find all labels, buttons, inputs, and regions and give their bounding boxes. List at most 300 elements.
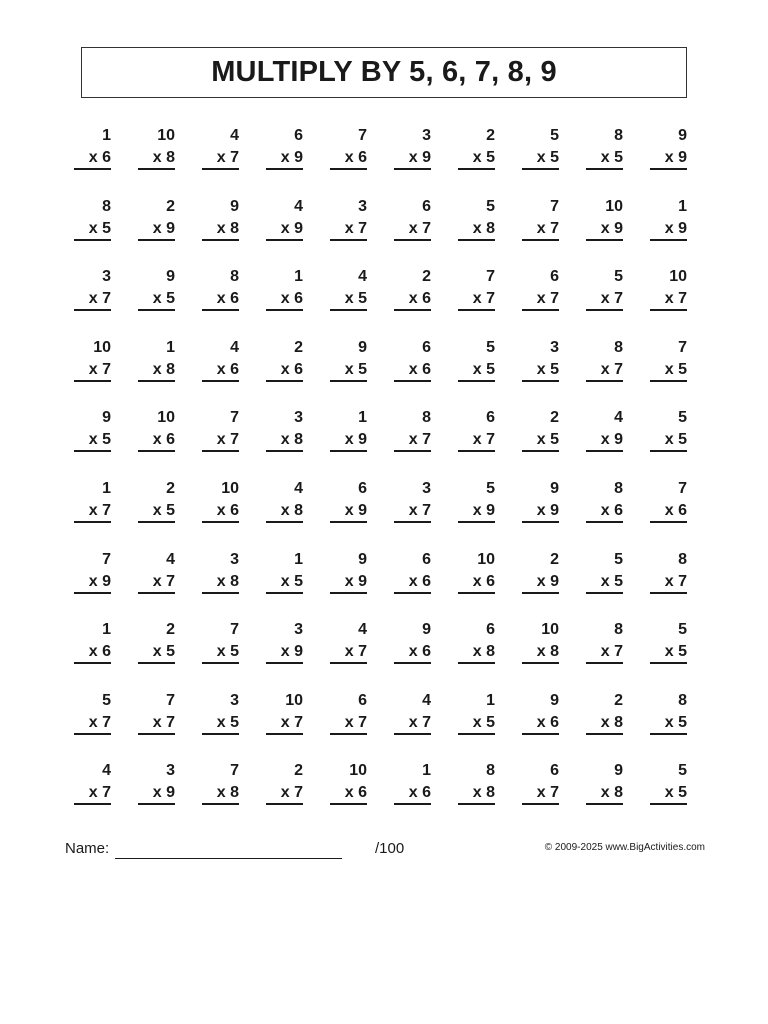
problem-item [394, 337, 431, 408]
problem-item [650, 478, 687, 549]
problem-item [138, 337, 175, 408]
problem-item [650, 337, 687, 408]
problem-multiplicand: 10 [477, 550, 495, 568]
problem-item [266, 690, 303, 761]
problem-multiplicand: 3 [422, 127, 431, 144]
problem-item [202, 125, 239, 196]
problem-item [330, 690, 367, 761]
problem-item [202, 549, 239, 620]
problem-multiplier: x 9 [522, 500, 559, 523]
problem-multiplier: x 5 [202, 712, 239, 735]
problem-multiplier: x 5 [650, 712, 687, 735]
problem-multiplier: x 7 [138, 571, 175, 594]
problem-multiplier: x 5 [650, 429, 687, 452]
score-label: /100 [375, 840, 405, 857]
problem-item [74, 478, 111, 549]
problem-multiplicand: 10 [349, 762, 367, 780]
problem-item [650, 760, 687, 831]
problem-item [330, 196, 367, 267]
problem-multiplicand: 3 [422, 479, 431, 497]
problem-item [458, 690, 495, 761]
problem-multiplier: x 7 [202, 147, 239, 170]
problem-item [586, 125, 623, 196]
problem-multiplicand: 1 [422, 762, 431, 780]
problem-item [330, 478, 367, 549]
problem-multiplier: x 8 [202, 782, 239, 805]
problem-multiplicand: 2 [486, 127, 495, 144]
problem-multiplicand: 8 [678, 691, 687, 709]
problem-multiplier: x 8 [458, 782, 495, 805]
problem-multiplicand: 4 [230, 338, 239, 356]
problem-item [330, 407, 367, 478]
problem-item [74, 125, 111, 196]
problem-item [586, 337, 623, 408]
problem-multiplier: x 8 [458, 641, 495, 664]
problem-multiplier: x 5 [202, 641, 239, 664]
copyright-text: © 2009-2025 www.BigActivities.com [544, 842, 705, 853]
problem-multiplier: x 7 [586, 288, 623, 311]
problem-multiplier: x 5 [458, 712, 495, 735]
title-box [81, 47, 687, 98]
problem-grid [74, 125, 714, 831]
problem-item [586, 690, 623, 761]
problem-item [650, 619, 687, 690]
problem-multiplicand: 2 [422, 268, 431, 286]
problem-multiplier: x 5 [138, 641, 175, 664]
problem-item [458, 196, 495, 267]
problem-item [266, 266, 303, 337]
problem-multiplicand: 10 [221, 479, 239, 497]
problem-multiplicand: 8 [614, 127, 623, 144]
problem-item [74, 760, 111, 831]
problem-multiplicand: 7 [358, 127, 367, 144]
problem-multiplier: x 9 [330, 571, 367, 594]
problem-multiplicand: 1 [102, 621, 111, 639]
problem-multiplier: x 6 [330, 782, 367, 805]
problem-multiplier: x 8 [202, 571, 239, 594]
problem-item [202, 337, 239, 408]
problem-multiplicand: 5 [678, 409, 687, 427]
problem-multiplicand: 8 [422, 409, 431, 427]
problem-item [266, 619, 303, 690]
problem-item [586, 266, 623, 337]
problem-multiplier: x 8 [586, 782, 623, 805]
problem-multiplier: x 9 [138, 782, 175, 805]
problem-multiplier: x 7 [74, 782, 111, 805]
problem-multiplicand: 4 [422, 691, 431, 709]
problem-item [586, 478, 623, 549]
problem-multiplicand: 4 [294, 479, 303, 497]
problem-multiplicand: 1 [166, 338, 175, 356]
problem-multiplicand: 5 [614, 550, 623, 568]
problem-item [394, 478, 431, 549]
problem-multiplier: x 5 [586, 571, 623, 594]
problem-multiplier: x 6 [458, 571, 495, 594]
problem-multiplier: x 7 [202, 429, 239, 452]
problem-item [330, 337, 367, 408]
problem-multiplier: x 8 [586, 712, 623, 735]
problem-item [74, 407, 111, 478]
problem-multiplicand: 3 [166, 762, 175, 780]
problem-item [458, 125, 495, 196]
problem-multiplier: x 6 [266, 359, 303, 382]
problem-multiplicand: 10 [157, 127, 175, 144]
problem-multiplier: x 5 [522, 147, 559, 170]
problem-multiplier: x 6 [394, 782, 431, 805]
problem-multiplicand: 9 [550, 691, 559, 709]
problem-multiplier: x 6 [394, 641, 431, 664]
problem-multiplicand: 6 [486, 621, 495, 639]
problem-item [74, 196, 111, 267]
problem-multiplier: x 9 [650, 218, 687, 241]
problem-multiplier: x 6 [202, 359, 239, 382]
problem-multiplicand: 7 [678, 479, 687, 497]
problem-item [330, 760, 367, 831]
name-line [115, 858, 342, 859]
problem-multiplier: x 7 [74, 288, 111, 311]
problem-item [138, 690, 175, 761]
problem-multiplicand: 6 [422, 550, 431, 568]
problem-multiplicand: 8 [230, 268, 239, 286]
problem-item [586, 407, 623, 478]
problem-multiplier: x 9 [266, 218, 303, 241]
problem-multiplier: x 7 [138, 712, 175, 735]
problem-multiplicand: 5 [102, 691, 111, 709]
problem-multiplicand: 5 [550, 127, 559, 144]
problem-multiplicand: 8 [102, 197, 111, 215]
problem-multiplicand: 6 [422, 338, 431, 356]
problem-item [330, 619, 367, 690]
problem-item [458, 619, 495, 690]
problem-multiplier: x 8 [202, 218, 239, 241]
problem-multiplicand: 7 [486, 268, 495, 286]
problem-item [394, 760, 431, 831]
problem-item [202, 760, 239, 831]
problem-multiplier: x 5 [138, 500, 175, 523]
problem-multiplier: x 5 [586, 147, 623, 170]
problem-item [74, 619, 111, 690]
problem-multiplier: x 9 [266, 147, 303, 170]
problem-multiplier: x 9 [330, 500, 367, 523]
problem-item [266, 407, 303, 478]
problem-multiplicand: 2 [166, 479, 175, 497]
problem-multiplier: x 7 [586, 641, 623, 664]
problem-multiplicand: 5 [678, 621, 687, 639]
problem-multiplicand: 10 [669, 268, 687, 286]
problem-multiplier: x 7 [266, 712, 303, 735]
problem-multiplier: x 5 [330, 288, 367, 311]
problem-multiplier: x 7 [522, 288, 559, 311]
problem-item [330, 125, 367, 196]
problem-multiplicand: 6 [294, 127, 303, 144]
problem-item [138, 266, 175, 337]
problem-multiplicand: 3 [230, 550, 239, 568]
problem-multiplicand: 9 [614, 762, 623, 780]
problem-multiplicand: 3 [294, 621, 303, 639]
problem-multiplier: x 7 [394, 429, 431, 452]
problem-multiplicand: 1 [678, 197, 687, 215]
problem-multiplier: x 7 [394, 500, 431, 523]
problem-item [202, 478, 239, 549]
problem-multiplicand: 8 [614, 338, 623, 356]
problem-multiplier: x 5 [266, 571, 303, 594]
problem-multiplier: x 7 [650, 571, 687, 594]
problem-item [458, 337, 495, 408]
problem-multiplicand: 1 [486, 691, 495, 709]
problem-multiplier: x 9 [586, 218, 623, 241]
problem-multiplicand: 2 [166, 197, 175, 215]
problem-multiplicand: 7 [550, 197, 559, 215]
problem-item [74, 549, 111, 620]
problem-item [458, 266, 495, 337]
problem-multiplicand: 3 [294, 409, 303, 427]
problem-multiplier: x 9 [138, 218, 175, 241]
problem-multiplicand: 4 [230, 127, 239, 144]
problem-multiplicand: 9 [422, 621, 431, 639]
problem-multiplicand: 7 [230, 409, 239, 427]
problem-multiplier: x 7 [394, 712, 431, 735]
problem-item [266, 196, 303, 267]
problem-item [586, 760, 623, 831]
problem-item [522, 760, 559, 831]
problem-multiplier: x 7 [330, 218, 367, 241]
problem-multiplier: x 5 [74, 429, 111, 452]
problem-multiplier: x 9 [522, 571, 559, 594]
problem-multiplier: x 7 [586, 359, 623, 382]
problem-multiplier: x 5 [458, 359, 495, 382]
problem-multiplicand: 4 [102, 762, 111, 780]
problem-item [330, 549, 367, 620]
problem-item [202, 619, 239, 690]
problem-item [394, 125, 431, 196]
problem-multiplier: x 7 [458, 288, 495, 311]
problem-multiplicand: 4 [614, 409, 623, 427]
problem-item [650, 125, 687, 196]
problem-multiplicand: 4 [294, 197, 303, 215]
problem-multiplier: x 5 [650, 359, 687, 382]
problem-item [138, 549, 175, 620]
problem-multiplier: x 7 [330, 712, 367, 735]
problem-item [394, 266, 431, 337]
problem-multiplicand: 1 [102, 479, 111, 497]
problem-multiplicand: 1 [294, 268, 303, 286]
problem-item [650, 407, 687, 478]
problem-multiplicand: 10 [605, 197, 623, 215]
problem-multiplier: x 7 [330, 641, 367, 664]
problem-multiplier: x 5 [650, 641, 687, 664]
problem-multiplicand: 8 [614, 621, 623, 639]
problem-multiplicand: 10 [93, 338, 111, 356]
problem-multiplicand: 5 [678, 762, 687, 780]
name-label: Name: [65, 840, 110, 857]
problem-item [650, 196, 687, 267]
problem-item [202, 690, 239, 761]
problem-item [586, 196, 623, 267]
problem-item [394, 549, 431, 620]
problem-item [266, 760, 303, 831]
problem-multiplier: x 6 [394, 288, 431, 311]
problem-item [74, 266, 111, 337]
problem-multiplicand: 6 [422, 197, 431, 215]
problem-multiplicand: 6 [550, 762, 559, 780]
problem-multiplier: x 7 [74, 712, 111, 735]
problem-multiplicand: 2 [294, 338, 303, 356]
problem-item [266, 337, 303, 408]
problem-multiplier: x 9 [650, 147, 687, 170]
problem-item [266, 549, 303, 620]
problem-multiplicand: 9 [678, 127, 687, 144]
problem-item [458, 549, 495, 620]
problem-multiplier: x 6 [650, 500, 687, 523]
problem-item [458, 478, 495, 549]
problem-multiplier: x 6 [74, 147, 111, 170]
problem-item [458, 407, 495, 478]
problem-item [266, 478, 303, 549]
problem-multiplicand: 8 [678, 550, 687, 568]
problem-multiplicand: 5 [614, 268, 623, 286]
problem-multiplier: x 7 [650, 288, 687, 311]
problem-multiplicand: 10 [285, 691, 303, 709]
problem-multiplier: x 8 [458, 218, 495, 241]
problem-multiplicand: 5 [486, 479, 495, 497]
problem-item [138, 760, 175, 831]
problem-multiplicand: 1 [102, 127, 111, 144]
problem-multiplier: x 5 [522, 359, 559, 382]
problem-multiplicand: 5 [486, 338, 495, 356]
problem-item [266, 125, 303, 196]
problem-multiplicand: 3 [550, 338, 559, 356]
problem-item [586, 619, 623, 690]
problem-multiplier: x 6 [202, 288, 239, 311]
problem-multiplier: x 6 [522, 712, 559, 735]
problem-multiplicand: 3 [358, 197, 367, 215]
problem-multiplicand: 9 [102, 409, 111, 427]
problem-item [522, 266, 559, 337]
problem-multiplier: x 7 [266, 782, 303, 805]
problem-item [74, 337, 111, 408]
problem-multiplier: x 9 [586, 429, 623, 452]
problem-item [330, 266, 367, 337]
problem-multiplicand: 3 [102, 268, 111, 286]
problem-multiplicand: 1 [294, 550, 303, 568]
problem-item [394, 407, 431, 478]
problem-multiplicand: 7 [230, 762, 239, 780]
problem-multiplicand: 9 [358, 338, 367, 356]
problem-multiplier: x 7 [458, 429, 495, 452]
problem-multiplicand: 1 [358, 409, 367, 427]
problem-multiplier: x 5 [458, 147, 495, 170]
problem-item [138, 125, 175, 196]
problem-item [74, 690, 111, 761]
problem-multiplicand: 2 [550, 550, 559, 568]
problem-item [522, 337, 559, 408]
problem-multiplier: x 6 [202, 500, 239, 523]
problem-multiplicand: 8 [486, 762, 495, 780]
problem-multiplier: x 8 [266, 500, 303, 523]
problem-multiplier: x 7 [522, 218, 559, 241]
problem-multiplier: x 8 [138, 147, 175, 170]
problem-item [202, 407, 239, 478]
problem-item [138, 478, 175, 549]
problem-multiplicand: 2 [550, 409, 559, 427]
problem-multiplicand: 5 [486, 197, 495, 215]
problem-multiplicand: 9 [166, 268, 175, 286]
problem-multiplier: x 6 [394, 571, 431, 594]
problem-multiplier: x 6 [138, 429, 175, 452]
problem-multiplier: x 7 [74, 359, 111, 382]
problem-multiplier: x 5 [522, 429, 559, 452]
problem-multiplier: x 6 [394, 359, 431, 382]
problem-multiplicand: 6 [358, 691, 367, 709]
problem-item [202, 266, 239, 337]
problem-item [650, 690, 687, 761]
problem-item [522, 407, 559, 478]
problem-item [394, 619, 431, 690]
problem-item [650, 266, 687, 337]
problem-item [522, 196, 559, 267]
problem-item [458, 760, 495, 831]
problem-multiplier: x 5 [138, 288, 175, 311]
problem-multiplier: x 9 [266, 641, 303, 664]
problem-multiplicand: 7 [230, 621, 239, 639]
problem-multiplier: x 8 [266, 429, 303, 452]
problem-multiplier: x 9 [458, 500, 495, 523]
problem-multiplicand: 2 [614, 691, 623, 709]
problem-multiplier: x 7 [394, 218, 431, 241]
problem-multiplicand: 8 [614, 479, 623, 497]
problem-multiplicand: 7 [102, 550, 111, 568]
problem-multiplier: x 6 [586, 500, 623, 523]
problem-multiplier: x 6 [330, 147, 367, 170]
problem-multiplicand: 3 [230, 691, 239, 709]
problem-multiplicand: 10 [541, 621, 559, 639]
problem-multiplier: x 7 [522, 782, 559, 805]
problem-multiplier: x 9 [330, 429, 367, 452]
problem-multiplicand: 4 [358, 268, 367, 286]
problem-multiplier: x 8 [522, 641, 559, 664]
problem-item [522, 478, 559, 549]
problem-multiplier: x 5 [74, 218, 111, 241]
problem-multiplicand: 2 [294, 762, 303, 780]
problem-item [394, 690, 431, 761]
problem-item [522, 619, 559, 690]
problem-item [522, 125, 559, 196]
problem-item [138, 196, 175, 267]
problem-multiplier: x 6 [74, 641, 111, 664]
problem-multiplicand: 6 [358, 479, 367, 497]
problem-item [202, 196, 239, 267]
problem-multiplier: x 6 [266, 288, 303, 311]
problem-item [522, 690, 559, 761]
problem-multiplier: x 5 [330, 359, 367, 382]
problem-multiplicand: 6 [486, 409, 495, 427]
problem-multiplicand: 2 [166, 621, 175, 639]
problem-multiplier: x 5 [650, 782, 687, 805]
worksheet-title: MULTIPLY BY 5, 6, 7, 8, 9 [211, 56, 557, 88]
problem-multiplicand: 6 [550, 268, 559, 286]
problem-multiplicand: 9 [358, 550, 367, 568]
problem-item [394, 196, 431, 267]
problem-multiplicand: 9 [230, 197, 239, 215]
problem-multiplicand: 9 [550, 479, 559, 497]
problem-item [650, 549, 687, 620]
problem-multiplier: x 8 [138, 359, 175, 382]
problem-multiplier: x 9 [74, 571, 111, 594]
problem-item [138, 407, 175, 478]
problem-multiplicand: 10 [157, 409, 175, 427]
problem-multiplicand: 7 [678, 338, 687, 356]
problem-multiplicand: 7 [166, 691, 175, 709]
